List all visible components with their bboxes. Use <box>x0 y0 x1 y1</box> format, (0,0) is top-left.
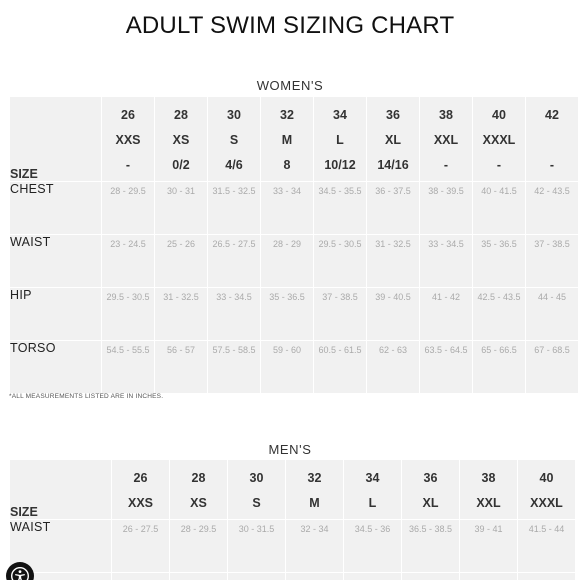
size-letter: L <box>336 133 344 147</box>
measurement-value <box>460 573 517 580</box>
size-num: 40 <box>492 108 506 122</box>
measurement-value: 59 - 60 <box>261 341 313 393</box>
size-num: 40 <box>539 471 554 485</box>
mens-size-table <box>9 459 576 580</box>
size-range: 0/2 <box>172 158 190 172</box>
measurement-value: 31 - 32.5 <box>367 235 419 287</box>
measurement-value: 37 - 38.5 <box>526 235 578 287</box>
measurement-value: 34.5 - 36 <box>344 520 401 572</box>
womens-section-title: WOMEN'S <box>256 78 324 93</box>
size-letter: M <box>281 133 293 147</box>
measurement-value: 35 - 36.5 <box>261 288 313 340</box>
size-letter: S <box>229 133 239 147</box>
measurement-value: 57.5 - 58.5 <box>208 341 260 393</box>
measurement-value: 28 - 29 <box>261 235 313 287</box>
size-letter: L <box>368 496 377 510</box>
size-range: - <box>125 158 131 172</box>
size-num: 38 <box>481 471 496 485</box>
measurement-value <box>402 573 459 580</box>
size-letter: XL <box>422 496 439 510</box>
measurement-label: WAIST <box>10 235 101 287</box>
measurement-label: CHEST <box>10 182 101 234</box>
size-num: 30 <box>249 471 264 485</box>
measurement-value <box>286 573 343 580</box>
measurement-value: 31.5 - 32.5 <box>208 182 260 234</box>
measurement-value: 36.5 - 38.5 <box>402 520 459 572</box>
size-column-header <box>228 460 285 519</box>
size-range: 10/12 <box>324 158 356 172</box>
size-column-header <box>460 460 517 519</box>
measurement-value: 62 - 63 <box>367 341 419 393</box>
measurement-row-blank <box>10 573 575 580</box>
measurement-value: 28 - 29.5 <box>102 182 154 234</box>
measurement-value: 23 - 24.5 <box>102 235 154 287</box>
size-column-header <box>314 97 366 181</box>
size-num: 28 <box>191 471 206 485</box>
measurement-value: 29.5 - 30.5 <box>314 235 366 287</box>
measurement-footnote: *ALL MEASUREMENTS LISTED ARE IN INCHES. <box>9 393 164 400</box>
size-num: 42 <box>545 108 559 122</box>
measurement-value: 41 - 42 <box>420 288 472 340</box>
womens-header-row <box>10 97 578 181</box>
measurement-value: 60.5 - 61.5 <box>314 341 366 393</box>
measurement-value: 30 - 31 <box>155 182 207 234</box>
size-label: SIZE <box>10 460 111 519</box>
size-column-header <box>344 460 401 519</box>
measurement-value: 56 - 57 <box>155 341 207 393</box>
measurement-label: WAIST <box>10 520 111 572</box>
size-letter: XXS <box>115 133 141 147</box>
size-letter: S <box>252 496 261 510</box>
size-column-header <box>420 97 472 181</box>
size-range: - <box>443 158 449 172</box>
measurement-value: 32 - 34 <box>286 520 343 572</box>
measurement-value <box>228 573 285 580</box>
size-letter: XXS <box>127 496 153 510</box>
size-column-header <box>170 460 227 519</box>
size-num: 34 <box>365 471 380 485</box>
measurement-value: 67 - 68.5 <box>526 341 578 393</box>
measurement-value: 39 - 41 <box>460 520 517 572</box>
size-column-header <box>261 97 313 181</box>
accessibility-person-icon <box>10 566 30 580</box>
measurement-value: 26.5 - 27.5 <box>208 235 260 287</box>
size-column-header <box>286 460 343 519</box>
measurement-value <box>518 573 575 580</box>
measurement-value: 65 - 66.5 <box>473 341 525 393</box>
measurement-value: 31 - 32.5 <box>155 288 207 340</box>
measurement-row-chest <box>10 182 578 234</box>
page-title: ADULT SWIM SIZING CHART <box>125 12 455 39</box>
measurement-label: TORSO <box>10 341 101 393</box>
size-letter: M <box>309 496 320 510</box>
size-range: 8 <box>283 158 291 172</box>
measurement-value: 63.5 - 64.5 <box>420 341 472 393</box>
size-letter: XXXL <box>482 133 516 147</box>
measurement-value: 29.5 - 30.5 <box>102 288 154 340</box>
size-letter: XXXL <box>530 496 563 510</box>
size-num: 26 <box>133 471 148 485</box>
measurement-value <box>170 573 227 580</box>
size-num: 34 <box>333 108 347 122</box>
measurement-value: 28 - 29.5 <box>170 520 227 572</box>
measurement-value: 42.5 - 43.5 <box>473 288 525 340</box>
measurement-value: 33 - 34.5 <box>208 288 260 340</box>
size-num: 32 <box>307 471 322 485</box>
measurement-value: 39 - 40.5 <box>367 288 419 340</box>
measurement-value: 34.5 - 35.5 <box>314 182 366 234</box>
measurement-value: 42 - 43.5 <box>526 182 578 234</box>
size-label: SIZE <box>10 97 101 181</box>
measurement-value: 33 - 34 <box>261 182 313 234</box>
size-range: - <box>496 158 502 172</box>
measurement-value: 33 - 34.5 <box>420 235 472 287</box>
size-column-header <box>112 460 169 519</box>
measurement-value <box>112 573 169 580</box>
size-range: 4/6 <box>225 158 243 172</box>
size-num: 38 <box>439 108 453 122</box>
size-column-header <box>473 97 525 181</box>
size-num: 30 <box>227 108 241 122</box>
measurement-value: 37 - 38.5 <box>314 288 366 340</box>
measurement-row-waist <box>10 235 578 287</box>
measurement-row-torso <box>10 341 578 393</box>
measurement-value <box>344 573 401 580</box>
measurement-row-waist <box>10 520 575 572</box>
measurement-value: 25 - 26 <box>155 235 207 287</box>
size-num: 26 <box>121 108 135 122</box>
size-column-header <box>155 97 207 181</box>
measurement-label: HIP <box>10 288 101 340</box>
measurement-value: 30 - 31.5 <box>228 520 285 572</box>
measurement-value: 40 - 41.5 <box>473 182 525 234</box>
size-letter <box>526 131 578 156</box>
mens-header-row <box>10 460 575 519</box>
measurement-value: 26 - 27.5 <box>112 520 169 572</box>
size-column-header <box>102 97 154 181</box>
measurement-value: 41.5 - 44 <box>518 520 575 572</box>
size-range: 14/16 <box>377 158 409 172</box>
size-num: 28 <box>174 108 188 122</box>
measurement-value: 38 - 39.5 <box>420 182 472 234</box>
size-letter: XS <box>190 496 207 510</box>
size-column-header <box>518 460 575 519</box>
measurement-value: 44 - 45 <box>526 288 578 340</box>
size-column-header <box>367 97 419 181</box>
size-letter: XS <box>172 133 190 147</box>
size-letter: XXL <box>433 133 459 147</box>
size-num: 36 <box>423 471 438 485</box>
size-letter: XXL <box>476 496 501 510</box>
size-column-header <box>526 97 578 181</box>
womens-size-table <box>9 96 579 394</box>
size-letter: XL <box>385 133 401 147</box>
size-range: - <box>549 158 555 172</box>
size-num: 36 <box>386 108 400 122</box>
measurement-value: 36 - 37.5 <box>367 182 419 234</box>
size-column-header <box>208 97 260 181</box>
measurement-value: 54.5 - 55.5 <box>102 341 154 393</box>
measurement-row-hip <box>10 288 578 340</box>
measurement-value: 35 - 36.5 <box>473 235 525 287</box>
size-num: 32 <box>280 108 294 122</box>
mens-section-title: MEN'S <box>268 442 312 457</box>
size-column-header <box>402 460 459 519</box>
